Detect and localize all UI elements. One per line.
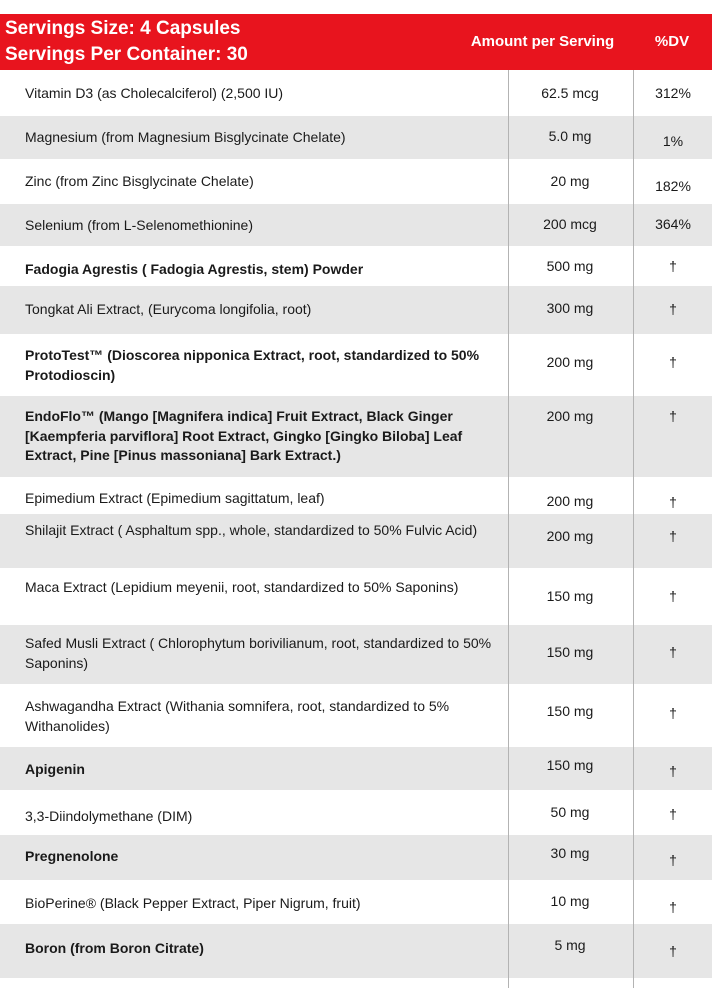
table-row (0, 116, 712, 159)
amount-per-serving: 150 mg (546, 757, 594, 773)
servings-info (5, 16, 248, 68)
dv-column-header: %DV (654, 33, 690, 50)
percent-daily-value: † (669, 408, 677, 424)
percent-daily-value: † (669, 494, 677, 510)
table-row (0, 396, 712, 477)
percent-daily-value: † (669, 588, 677, 604)
percent-daily-value: † (669, 301, 677, 317)
amount-per-serving: 150 mg (546, 644, 594, 660)
amount-per-serving: 300 mg (546, 300, 594, 316)
ingredient-name: Maca Extract (Lepidium meyenii, root, standardized to 50% Saponins) (25, 579, 459, 595)
percent-daily-value: † (669, 763, 677, 779)
table-row (0, 924, 712, 978)
table-row (0, 747, 712, 790)
percent-daily-value: 1% (662, 133, 684, 149)
percent-daily-value: 364% (655, 216, 691, 232)
table-row (0, 159, 712, 204)
table-row (0, 790, 712, 835)
table-row (0, 835, 712, 880)
ingredient-rows (0, 70, 712, 978)
percent-daily-value: † (669, 705, 677, 721)
amount-per-serving: 62.5 mcg (541, 85, 599, 101)
amount-per-serving: 10 mg (550, 893, 590, 909)
ingredient-name: BioPerine® (Black Pepper Extract, Piper Nigrum, fruit) (25, 895, 361, 911)
amount-per-serving: 150 mg (546, 588, 594, 604)
ingredient-name: Tongkat Ali Extract, (Eurycoma longifolia, root) (25, 301, 312, 317)
table-row (0, 286, 712, 334)
amount-per-serving: 20 mg (550, 173, 590, 189)
table-row (0, 625, 712, 684)
ingredient-name: Shilajit Extract ( Asphaltum spp., whole, standardized to 50% Fulvic Acid) (25, 522, 478, 538)
ingredient-name: Boron (from Boron Citrate) (25, 940, 204, 956)
table-row (0, 477, 712, 514)
ingredient-name: Apigenin (25, 761, 85, 777)
amount-per-serving: 50 mg (550, 804, 590, 820)
table-row (0, 514, 712, 568)
amount-per-serving: 200 mg (546, 528, 594, 544)
percent-daily-value: † (669, 354, 677, 370)
serving-size: Servings Size: 4 Capsules (5, 18, 241, 39)
ingredient-name: ProtoTest™ (Dioscorea nipponica Extract, root, standardized to 50% Protodioscin) (25, 347, 480, 383)
percent-daily-value: † (669, 852, 677, 868)
table-row (0, 70, 712, 116)
servings-per-container: Servings Per Container: 30 (5, 44, 248, 65)
amount-per-serving: 200 mcg (543, 216, 597, 232)
amount-per-serving: 5.0 mg (548, 128, 592, 144)
table-row (0, 334, 712, 396)
percent-daily-value: † (669, 528, 677, 544)
amount-per-serving: 500 mg (546, 258, 594, 274)
table-header (0, 14, 712, 70)
percent-daily-value: 312% (655, 85, 691, 101)
amount-column-header: Amount per Serving (470, 33, 615, 50)
amount-per-serving: 200 mg (546, 408, 594, 424)
percent-daily-value: † (669, 806, 677, 822)
ingredient-name: Ashwagandha Extract (Withania somnifera, root, standardized to 5% Withanolides) (25, 698, 450, 734)
percent-daily-value: † (669, 258, 677, 274)
table-row (0, 204, 712, 246)
ingredient-name: Magnesium (from Magnesium Bisglycinate Chelate) (25, 129, 346, 145)
ingredient-name: Safed Musli Extract ( Chlorophytum borivilianum, root, standardized to 50% Saponins) (25, 635, 492, 671)
amount-per-serving: 200 mg (546, 354, 594, 370)
ingredient-name: Zinc (from Zinc Bisglycinate Chelate) (25, 173, 254, 189)
amount-per-serving: 150 mg (546, 703, 594, 719)
percent-daily-value: † (669, 943, 677, 959)
table-row (0, 684, 712, 747)
amount-per-serving: 200 mg (546, 493, 594, 509)
percent-daily-value: 182% (655, 178, 691, 194)
ingredient-name: Pregnenolone (25, 848, 119, 864)
ingredient-name: Fadogia Agrestis ( Fadogia Agrestis, stem) Powder (25, 261, 364, 277)
ingredient-name: Vitamin D3 (as Cholecalciferol) (2,500 IU) (25, 85, 284, 101)
percent-daily-value: † (669, 644, 677, 660)
ingredient-name: EndoFlo™ (Mango [Magnifera indica] Fruit Extract, Black Ginger [Kaempferia parviflora] Root Extract, Gingko [Gingko Biloba] Leaf Extract, Pine [Pinus massoniana] Bark Extract.) (25, 408, 463, 463)
ingredient-name: 3,3-Diindolymethane (DIM) (25, 808, 193, 824)
ingredient-name: Epimedium Extract (Epimedium sagittatum, leaf) (25, 490, 325, 506)
percent-daily-value: † (669, 899, 677, 915)
column-divider (633, 70, 634, 988)
table-row (0, 246, 712, 286)
table-row (0, 880, 712, 924)
table-row (0, 568, 712, 625)
amount-per-serving: 30 mg (550, 845, 590, 861)
ingredient-name: Selenium (from L-Selenomethionine) (25, 217, 253, 233)
amount-per-serving: 5 mg (554, 937, 586, 953)
column-divider (508, 70, 509, 988)
